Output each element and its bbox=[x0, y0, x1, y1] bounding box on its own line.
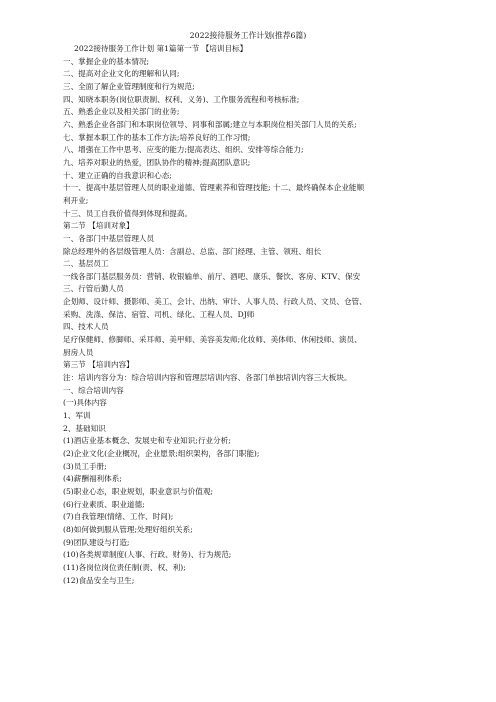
text-line: 一、综合培训内容 bbox=[63, 385, 124, 395]
text-line: 一、掌握企业的基本情况; bbox=[63, 56, 150, 66]
text-line: 采购、洗涤、保洁、宿管、司机、绿化、工程人员、DJ师 bbox=[63, 309, 255, 319]
text-line: 二、提高对企业文化的理解和认同; bbox=[63, 69, 180, 79]
text-line: 足疗保健师、修脚师、采耳师、美甲师、美容美发师;化妆师、美体师、休闲技师、演员、 bbox=[63, 335, 362, 345]
text-line: 一线各部门基层服务员：营销、收银输单、前厅、酒吧、康乐、餐饮、客房、KTV、保安 bbox=[63, 271, 361, 281]
section-heading: 第二节 【培训对象】 bbox=[63, 221, 134, 231]
document-body bbox=[63, 43, 451, 587]
text-line: 十、建立正确的自我意识和心态; bbox=[63, 170, 172, 180]
section-heading: 第三节 【培训内容】 bbox=[63, 360, 134, 370]
text-line: 六、熟悉企业各部门和本职岗位领导、同事和部属;建立与本职岗位相关部门人员的关系; bbox=[63, 119, 357, 129]
text-line: (一)具体内容 bbox=[63, 398, 107, 408]
list-item: (10)各类规章制度(人事、行政、财务)、行为规范; bbox=[63, 550, 232, 560]
text-line: 十三、员工自我价值得到体现和提高。 bbox=[63, 208, 193, 218]
text-line: 三、行管后勤人员 bbox=[63, 284, 124, 294]
document-title: 2022接待服务工作计划(推荐6篇) bbox=[189, 31, 307, 40]
text-line: 2、基础知识 bbox=[63, 423, 106, 433]
text-line: 注：培训内容分为：综合培训内容和管理层培训内容、各部门单独培训内容三大板块。 bbox=[63, 373, 352, 383]
text-line: 十一、提高中基层管理人员的职业道德、管理素养和管理技能; 十二、最终确保本企业能顺 bbox=[63, 183, 365, 193]
text-line: 七、掌握本职工作的基本工作方法;培养良好的工作习惯; bbox=[63, 132, 251, 142]
list-item: (5)职业心态，职业规划，职业意识与价值观; bbox=[63, 486, 214, 496]
list-item: (4)薪酬福利体系; bbox=[63, 474, 122, 484]
text-line: 八、增强在工作中思考、应变的能力;提高表达、组织、安排等综合能力; bbox=[63, 145, 304, 155]
text-line: 二、基层员工 bbox=[63, 259, 109, 269]
text-line: 九、培养对职业的热爱，团队协作的精神;提高团队意识; bbox=[63, 157, 251, 167]
list-item: (6)行业素质、职业道德; bbox=[63, 499, 145, 509]
list-item: (9)团队建设与打造; bbox=[63, 537, 130, 547]
list-item: (2)企业文化(企业概况，企业愿景;组织架构，各部门职能); bbox=[63, 449, 260, 458]
text-line: 三、全面了解企业管理制度和行为规范; bbox=[63, 81, 195, 91]
text-line: 2022接待服务工作计划 第1篇第一节 【培训目标】 bbox=[74, 44, 248, 53]
text-line: 企划师、设计师、摄影师、美工、会计、出纳、审计、人事人员、行政人员、文员、仓管、 bbox=[63, 297, 367, 307]
text-line: 利开业; bbox=[63, 195, 89, 205]
list-item: (8)如何做到服从管理;处理好组织关系; bbox=[63, 524, 193, 534]
list-item: (7)自我管理(情绪、工作、时间); bbox=[63, 512, 174, 522]
list-item: (3)员工手册; bbox=[63, 461, 107, 471]
text-line: 厨房人员 bbox=[63, 347, 94, 357]
text-line: 四、知晓本职务(岗位职责制、权利、义务)、工作服务流程和考核标准; bbox=[63, 94, 300, 104]
list-item: (1)酒店业基本概念、发展史和专业知识;行业分析; bbox=[63, 436, 231, 446]
list-item: (12)食品安全与卫生; bbox=[63, 575, 135, 585]
text-line: 五、熟悉企业以及相关部门的业务; bbox=[63, 107, 180, 117]
text-line: 一、各部门中基层管理人员 bbox=[63, 233, 155, 243]
text-line: 除总经理外的各层级管理人员：含副总、总监、部门经理、主管、领班、组长 bbox=[63, 246, 322, 256]
text-line: 四、技术人员 bbox=[63, 322, 109, 332]
text-line: 1、军训 bbox=[63, 411, 91, 421]
list-item: (11)各岗位岗位责任制(责、权、利); bbox=[63, 562, 186, 572]
